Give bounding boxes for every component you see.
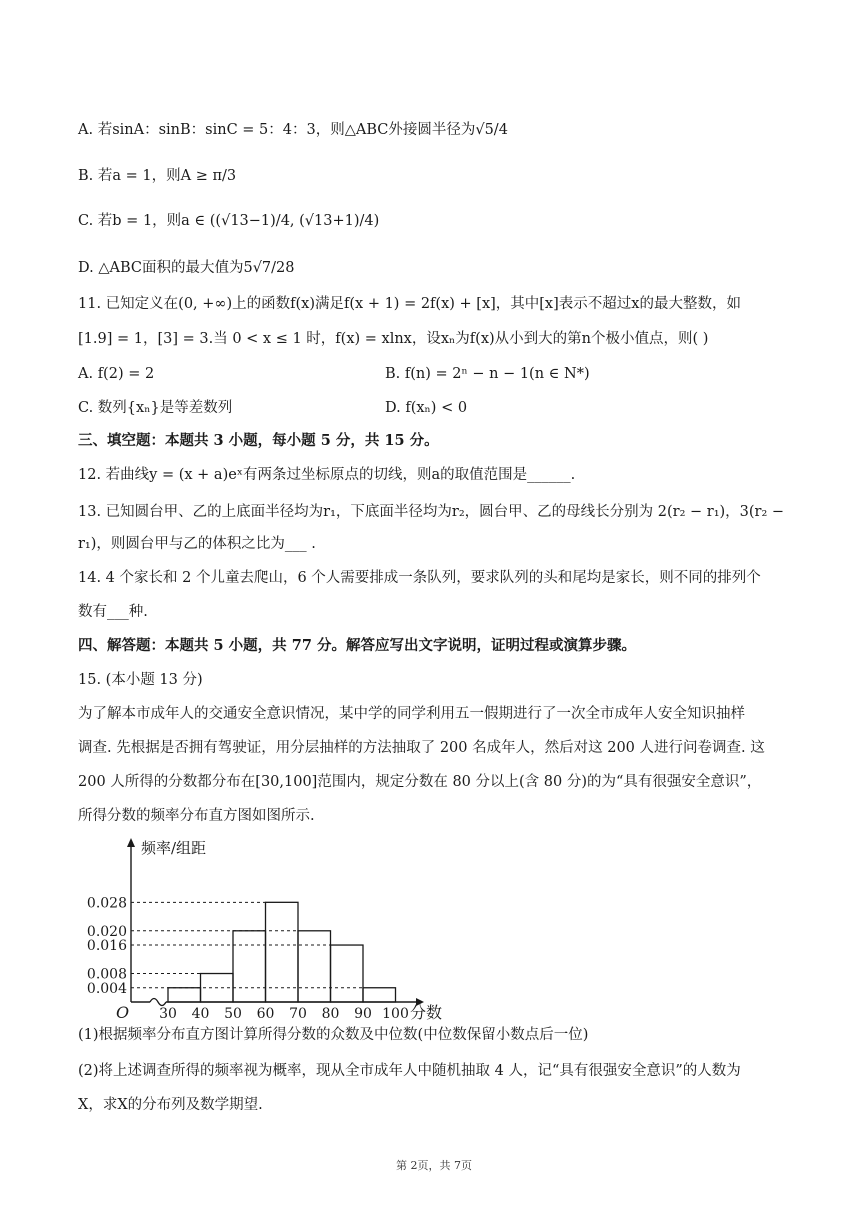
section-3-heading: 三、填空题：本题共 3 小题，每小题 5 分，共 15 分。 — [78, 432, 439, 449]
frequency-histogram — [78, 835, 478, 1025]
q11-option-b: B. f(n) = 2ⁿ − n − 1(n ∈ N*) — [385, 366, 590, 382]
q11-option-c: C. 数列{xₙ}是等差数列 — [78, 400, 233, 416]
q15-part-2-line2: X，求X的分布列及数学期望. — [78, 1097, 263, 1113]
y-tick-label: 0.004 — [86, 980, 127, 997]
q13-line2: r₁)，则圆台甲与乙的体积之比为___ . — [78, 536, 316, 552]
y-axis-label: 频率/组距 — [141, 839, 207, 857]
q10-option-d: D. △ABC面积的最大值为5√7/28 — [78, 260, 295, 276]
y-axis-arrow-icon — [127, 838, 135, 847]
histogram-bars — [168, 902, 396, 1002]
y-tick-labels — [87, 895, 127, 996]
q15-heading: 15. (本小题 13 分) — [78, 672, 203, 688]
q11-stem-line1: 11. 已知定义在(0, +∞)上的函数f(x)满足f(x + 1) = 2f(x) + [x]，其中[x]表示不超过x的最大整数，如 — [78, 296, 741, 312]
histogram-bar — [233, 931, 266, 1002]
x-axis-label: 分数 — [410, 1003, 443, 1022]
y-tick-label: 0.008 — [86, 966, 127, 983]
histogram-bar — [168, 988, 201, 1002]
histogram-bar — [331, 945, 364, 1002]
origin-label: O — [116, 1003, 130, 1022]
histogram-bar — [363, 988, 396, 1002]
q11-option-a: A. f(2) = 2 — [78, 366, 155, 382]
q15-part-2-line1: (2)将上述调查所得的频率视为概率，现从全市成年人中随机抽取 4 人，记“具有很强安全意识”的人数为 — [78, 1063, 741, 1079]
q14-line2: 数有___种. — [78, 604, 148, 620]
q14-line1: 14. 4 个家长和 2 个儿童去爬山，6 个人需要排成一条队列，要求队列的头和尾均是家长，则不同的排列个 — [78, 570, 761, 586]
x-tick-labels — [159, 1006, 409, 1022]
q11-stem-line2: [1.9] = 1，[3] = 3.当 0 < x ≤ 1 时，f(x) = xlnx，设xₙ为f(x)从小到大的第n个极小值点，则( ) — [78, 331, 709, 347]
q15-stem-line1: 为了解本市成年人的交通安全意识情况，某中学的同学利用五一假期进行了一次全市成年人安全知识抽样 — [78, 706, 745, 722]
page-footer: 第 2页，共 7页 — [396, 1159, 472, 1172]
x-tick-label: 100 — [382, 1006, 409, 1022]
dashed-guides — [131, 902, 363, 987]
histogram-bar — [298, 931, 331, 1002]
q10-option-c: C. 若b = 1，则a ∈ ((√13−1)/4, (√13+1)/4) — [78, 213, 380, 229]
histogram-bar — [266, 902, 299, 1002]
q10-option-b: B. 若a = 1，则A ≥ π/3 — [78, 168, 237, 184]
q12-text: 12. 若曲线y = (x + a)eˣ有两条过坐标原点的切线，则a的取值范围是______. — [78, 467, 576, 483]
q13-line1: 13. 已知圆台甲、乙的上底面半径均为r₁，下底面半径均为r₂，圆台甲、乙的母线长分别为 2(r₂ − r₁)，3(r₂ − — [78, 504, 785, 520]
q10-option-a: A. 若sinA：sinB：sinC = 5：4：3，则△ABC外接圆半径为√5/4 — [78, 122, 508, 138]
q15-stem-line2: 调查. 先根据是否拥有驾驶证，用分层抽样的方法抽取了 200 名成年人，然后对这 200 人进行问卷调查. 这 — [78, 740, 765, 756]
x-tick-label: 40 — [191, 1006, 210, 1022]
y-tick-label: 0.028 — [86, 895, 127, 912]
x-tick-label: 60 — [256, 1006, 275, 1022]
q11-option-d: D. f(xₙ) < 0 — [385, 400, 468, 416]
q15-part-1: (1)根据频率分布直方图计算所得分数的众数及中位数(中位数保留小数点后一位) — [78, 1027, 589, 1043]
x-tick-label: 30 — [159, 1006, 177, 1022]
q15-stem-line3: 200 人所得的分数都分布在[30,100]范围内，规定分数在 80 分以上(含 80 分)的为“具有很强安全意识”， — [78, 774, 762, 790]
x-tick-label: 80 — [321, 1006, 340, 1022]
section-4-heading: 四、解答题：本题共 5 小题，共 77 分。解答应写出文字说明，证明过程或演算步骤。 — [78, 637, 636, 654]
x-tick-label: 70 — [289, 1006, 307, 1022]
histogram-axes — [127, 838, 424, 1006]
axis-break-icon — [150, 999, 166, 1006]
x-tick-label: 90 — [354, 1006, 372, 1022]
x-tick-label: 50 — [224, 1006, 242, 1022]
y-tick-label: 0.016 — [86, 938, 127, 955]
y-tick-label: 0.020 — [86, 923, 127, 940]
q15-stem-line4: 所得分数的频率分布直方图如图所示. — [78, 808, 315, 824]
